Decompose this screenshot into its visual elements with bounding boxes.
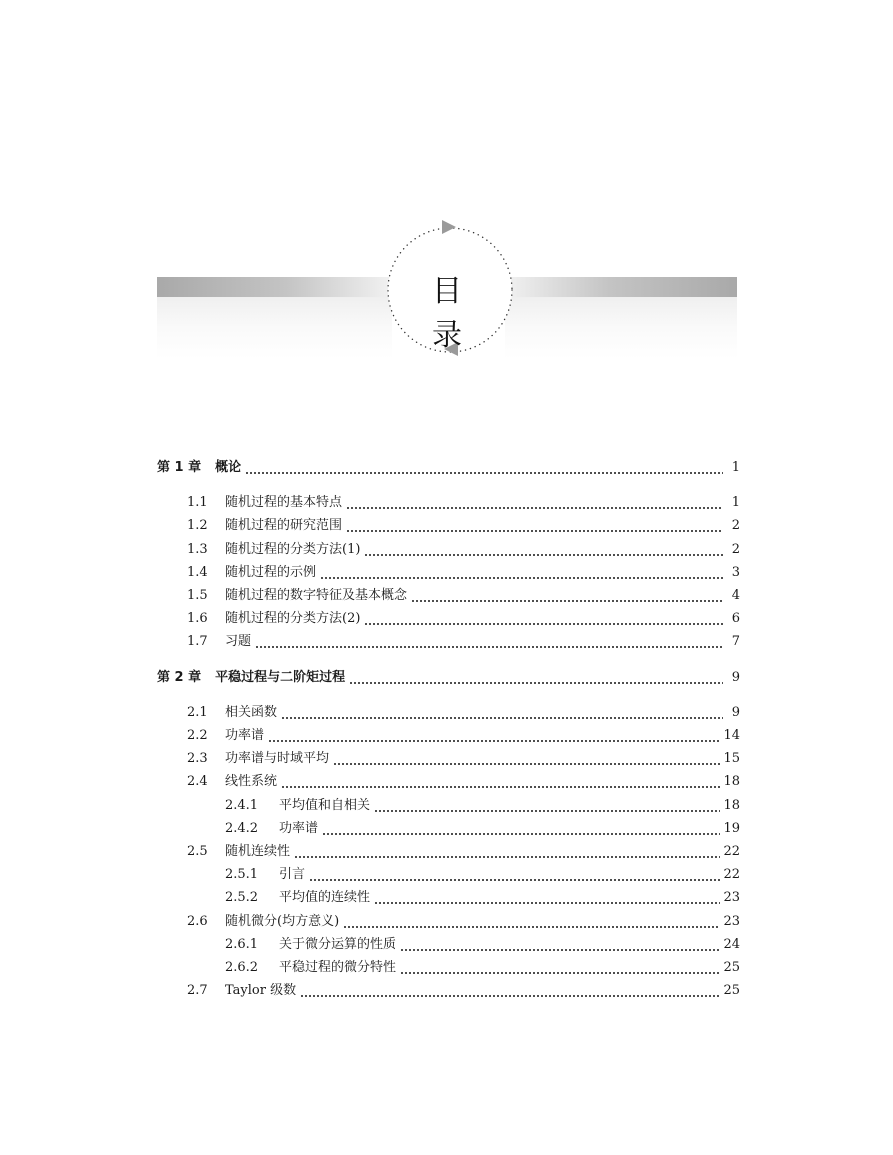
dot-leader xyxy=(364,543,723,557)
toc-entry-number: 2.1 xyxy=(187,704,208,720)
toc-entry-number: 2.4 xyxy=(187,774,208,790)
toc-entry-number: 2.7 xyxy=(187,983,208,999)
toc-entry-title: 随机过程的分类方法(2) xyxy=(225,611,361,627)
toc-entry-number: 1.7 xyxy=(187,634,208,650)
dot-leader xyxy=(343,915,720,929)
toc-entry-chapter[interactable] xyxy=(157,665,740,687)
toc-entry-number: 第 2 章 xyxy=(157,669,202,685)
toc-entry-title: Taylor 级数 xyxy=(225,983,297,999)
toc-entry-page-number: 6 xyxy=(731,611,740,627)
toc-entry-number: 2.6 xyxy=(187,913,208,929)
dot-leader xyxy=(411,589,723,603)
toc-entry-section[interactable] xyxy=(157,629,740,651)
toc-entry-title: 随机微分(均方意义) xyxy=(225,913,340,929)
toc-entry-title: 随机过程的研究范围 xyxy=(225,518,343,534)
toc-entry-page-number: 22 xyxy=(723,844,740,859)
toc-entry-subsection[interactable] xyxy=(157,932,740,954)
toc-entry-chapter[interactable] xyxy=(157,455,740,477)
toc-entry-title: 随机过程的数字特征及基本概念 xyxy=(225,588,408,603)
toc-entry-number: 1.3 xyxy=(187,541,208,557)
toc-entry-number: 2.6.1 xyxy=(225,936,259,952)
toc-entry-page-number: 1 xyxy=(731,460,740,475)
toc-entry-number: 1.2 xyxy=(187,518,208,534)
toc-entry-title: 平稳过程的微分特性 xyxy=(279,960,397,975)
toc-entry-section[interactable] xyxy=(157,700,740,722)
dot-leader xyxy=(300,984,720,998)
toc-entry-section[interactable] xyxy=(157,909,740,931)
toc-entry-title: 线性系统 xyxy=(225,774,278,790)
toc-entry-number: 2.5 xyxy=(187,844,208,859)
toc-entry-page-number: 15 xyxy=(723,751,740,767)
toc-entry-section[interactable] xyxy=(157,490,740,512)
dot-leader xyxy=(294,845,720,859)
header-bar-shadow-right xyxy=(505,297,737,359)
toc-entry-page-number: 2 xyxy=(731,541,740,557)
dot-leader xyxy=(400,961,720,975)
dot-leader xyxy=(309,868,720,882)
toc-entry-number: 2.3 xyxy=(187,751,208,767)
toc-entry-title: 概论 xyxy=(215,460,242,475)
toc-entry-section[interactable] xyxy=(157,723,740,745)
toc-entry-page-number: 7 xyxy=(731,634,740,650)
dot-leader xyxy=(400,938,720,952)
page-title: 目 录 xyxy=(432,274,480,353)
toc-entry-section[interactable] xyxy=(157,839,740,861)
toc-entry-number: 1.5 xyxy=(187,588,208,603)
toc-entry-section[interactable] xyxy=(157,606,740,628)
toc-entry-page-number: 9 xyxy=(731,669,740,685)
toc-entry-title: 关于微分运算的性质 xyxy=(279,936,397,952)
dot-leader xyxy=(281,775,720,789)
toc-entry-page-number: 22 xyxy=(723,867,740,883)
dot-leader xyxy=(346,519,723,533)
toc-entry-number: 2.5.1 xyxy=(225,867,259,883)
toc-entry-number: 2.2 xyxy=(187,728,208,743)
toc-entry-title: 随机过程的基本特点 xyxy=(225,495,343,511)
toc-entry-section[interactable] xyxy=(157,746,740,768)
toc-entry-title: 平均值的连续性 xyxy=(279,890,371,906)
toc-entry-subsection[interactable] xyxy=(157,816,740,838)
toc-entry-title: 功率谱 xyxy=(225,728,265,743)
toc-entry-number: 2.4.1 xyxy=(225,797,259,813)
toc-entry-page-number: 25 xyxy=(723,983,740,999)
toc-entry-section[interactable] xyxy=(157,769,740,791)
toc-entry-title: 习题 xyxy=(225,634,252,650)
toc-entry-page-number: 14 xyxy=(723,728,740,743)
toc-entry-page-number: 18 xyxy=(723,774,740,790)
toc-entry-number: 第 1 章 xyxy=(157,460,202,475)
toc-entry-page-number: 19 xyxy=(723,820,740,836)
toc-entry-page-number: 25 xyxy=(723,960,740,975)
toc-entry-number: 1.1 xyxy=(187,495,208,511)
toc-entry-subsection[interactable] xyxy=(157,862,740,884)
toc-entry-number: 1.4 xyxy=(187,564,208,580)
toc-entry-subsection[interactable] xyxy=(157,793,740,815)
header-bar-left xyxy=(157,277,392,297)
toc-entry-title: 功率谱与时域平均 xyxy=(225,751,330,767)
header-bar-right xyxy=(505,277,737,297)
dot-leader xyxy=(245,461,723,475)
toc-entry-title: 平稳过程与二阶矩过程 xyxy=(215,669,346,685)
toc-entry-section[interactable] xyxy=(157,583,740,605)
toc-entry-page-number: 24 xyxy=(723,936,740,952)
toc-entry-title: 相关函数 xyxy=(225,704,278,720)
toc-entry-number: 1.6 xyxy=(187,611,208,627)
toc-entry-title: 平均值和自相关 xyxy=(279,797,371,813)
toc-entry-subsection[interactable] xyxy=(157,955,740,977)
dot-leader xyxy=(374,799,720,813)
toc-entry-subsection[interactable] xyxy=(157,885,740,907)
dot-leader xyxy=(374,891,720,905)
toc-entry-title: 随机过程的示例 xyxy=(225,564,317,580)
toc-entry-title: 引言 xyxy=(279,867,306,883)
toc-entry-section[interactable] xyxy=(157,978,740,1000)
toc-entry-page-number: 3 xyxy=(731,564,740,580)
toc-entry-section[interactable] xyxy=(157,560,740,582)
dot-leader xyxy=(364,612,723,626)
toc-entry-title: 功率谱 xyxy=(279,820,319,836)
dot-leader xyxy=(346,496,723,510)
toc-entry-page-number: 23 xyxy=(723,890,740,906)
dot-leader xyxy=(320,566,723,580)
toc-entry-number: 2.4.2 xyxy=(225,820,259,836)
toc-entry-page-number: 23 xyxy=(723,913,740,929)
toc-entry-page-number: 18 xyxy=(723,797,740,813)
dot-leader xyxy=(322,822,720,836)
header-bar-shadow-left xyxy=(157,297,392,359)
toc-entry-section[interactable] xyxy=(157,513,740,535)
dot-leader xyxy=(268,729,720,743)
toc-entry-page-number: 2 xyxy=(731,518,740,534)
toc-header xyxy=(0,0,893,400)
toc-entry-number: 2.6.2 xyxy=(225,960,259,975)
toc-entry-section[interactable] xyxy=(157,537,740,559)
dot-leader xyxy=(333,752,720,766)
dot-leader xyxy=(255,635,723,649)
dot-leader xyxy=(281,706,723,720)
toc-entry-title: 随机过程的分类方法(1) xyxy=(225,541,361,557)
toc-entry-number: 2.5.2 xyxy=(225,890,259,906)
dot-leader xyxy=(349,671,723,685)
toc-entry-title: 随机连续性 xyxy=(225,844,291,859)
toc-entry-page-number: 4 xyxy=(731,588,740,603)
toc-entry-page-number: 1 xyxy=(731,495,740,511)
toc-entry-page-number: 9 xyxy=(731,704,740,720)
